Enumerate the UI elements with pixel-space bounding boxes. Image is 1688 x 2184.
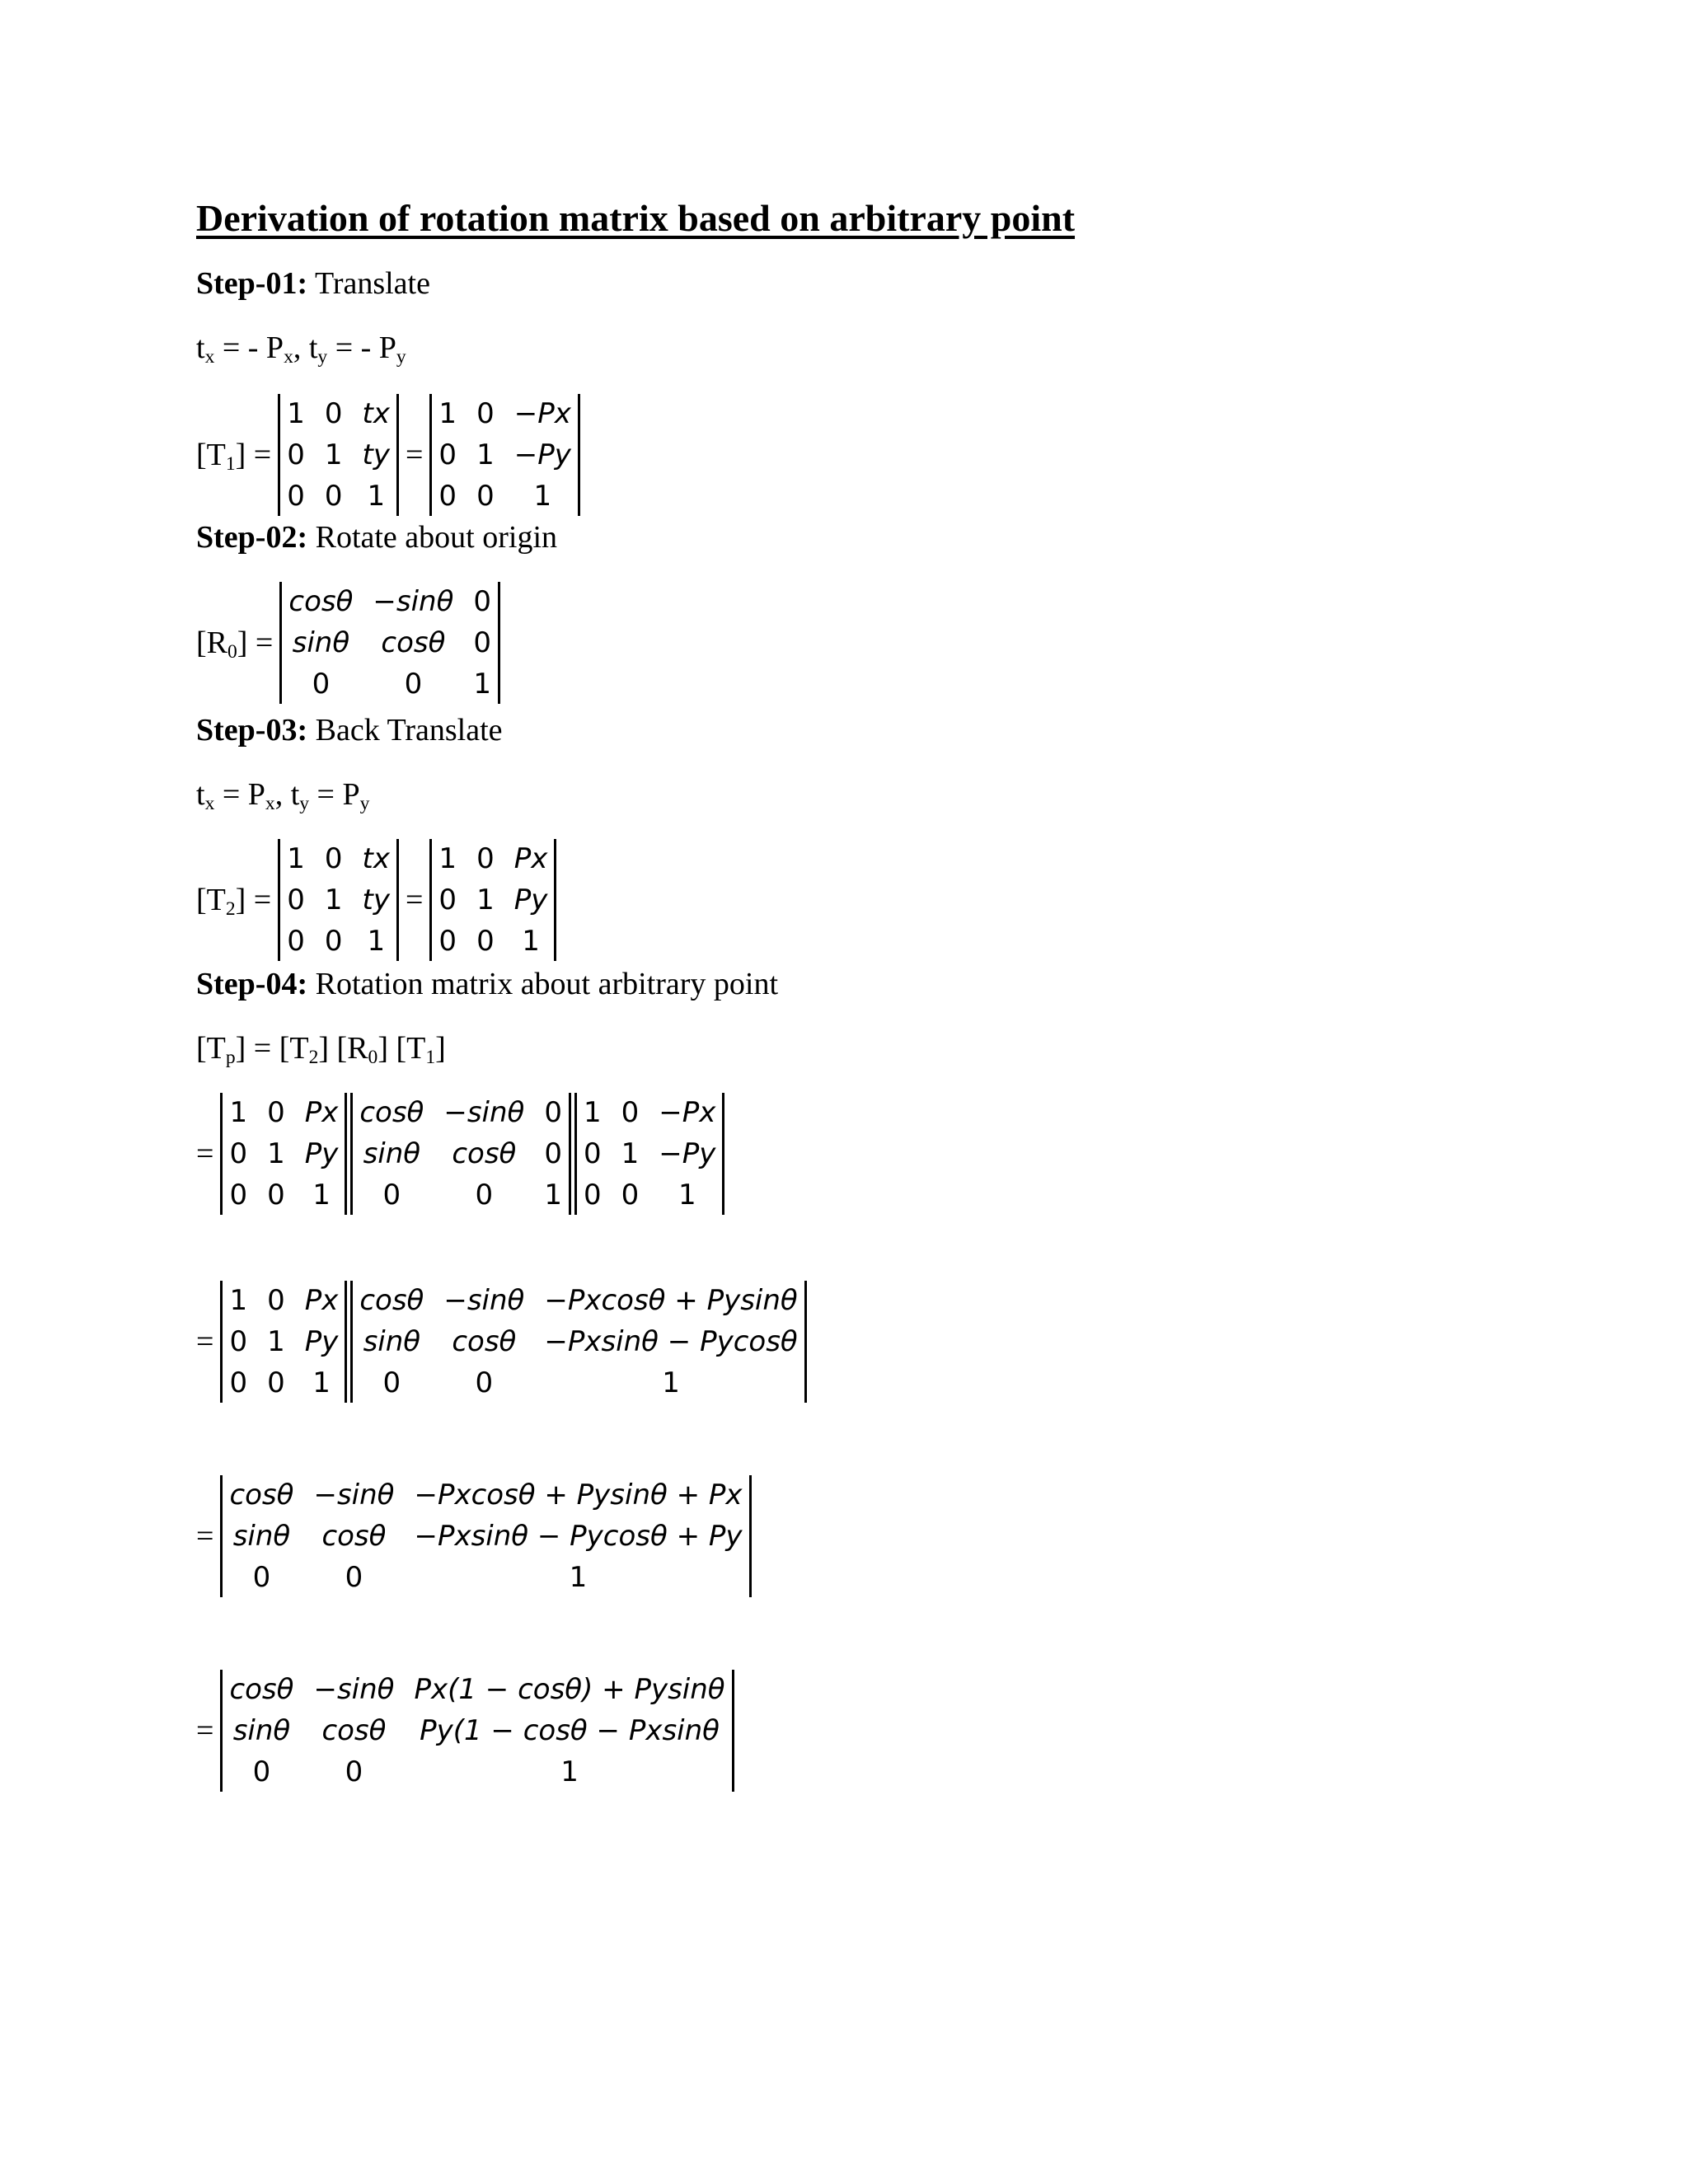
matrix-cell: 1 bbox=[312, 1179, 331, 1212]
t1-equation bbox=[196, 394, 580, 516]
matrix-cell: −sinθ bbox=[313, 1673, 395, 1706]
matrix-cell: −sinθ bbox=[443, 1096, 525, 1129]
matrix-cell: 0 bbox=[267, 1179, 285, 1212]
matrix-cell: −sinθ bbox=[373, 585, 454, 618]
matrix-cell: 0 bbox=[475, 1179, 494, 1212]
matrix-cell: 0 bbox=[476, 842, 495, 875]
product-line-1 bbox=[196, 1093, 724, 1215]
t2-lhs bbox=[196, 882, 271, 918]
matrix-cell: 1 bbox=[476, 438, 495, 471]
matrix-cell: 0 bbox=[544, 1137, 562, 1170]
matrix-cell: 0 bbox=[312, 668, 331, 701]
matrix-cell: 0 bbox=[621, 1179, 640, 1212]
eq-text: [T bbox=[196, 883, 226, 917]
matrix-cell: 1 bbox=[312, 1366, 331, 1399]
eq-text: ] [R bbox=[318, 1031, 368, 1066]
eq-sub: x bbox=[265, 792, 275, 814]
matrix-cell: 0 bbox=[476, 480, 495, 513]
step-label: Step-04: bbox=[196, 967, 308, 1001]
step-03-heading bbox=[196, 712, 503, 748]
matrix-cell: 0 bbox=[324, 842, 343, 875]
product-line-2 bbox=[196, 1281, 807, 1403]
eq-text: = - P bbox=[327, 330, 396, 365]
t1-lhs bbox=[196, 437, 271, 473]
matrix-result-final bbox=[220, 1670, 734, 1792]
step-text: Rotate about origin bbox=[315, 520, 557, 555]
matrix-cell: 0 bbox=[544, 1096, 562, 1129]
matrix-cell: 0 bbox=[438, 480, 457, 513]
eq-sub: y bbox=[299, 792, 310, 814]
equals-sign: = bbox=[405, 883, 424, 917]
matrix-cell: ty bbox=[362, 438, 390, 471]
step-text: Rotation matrix about arbitrary point bbox=[315, 967, 779, 1001]
step-04-heading bbox=[196, 966, 778, 1002]
matrix-t1-general bbox=[278, 394, 399, 516]
eq-text: , t bbox=[274, 777, 300, 812]
eq-sub: x bbox=[284, 345, 293, 368]
matrix-cell: 0 bbox=[287, 925, 305, 958]
matrix-cell: cosθ bbox=[321, 1520, 387, 1553]
translation-values-2 bbox=[196, 776, 369, 813]
eq-text: t bbox=[196, 777, 205, 812]
matrix-cell: 0 bbox=[252, 1755, 271, 1788]
equals-sign: = bbox=[196, 1519, 214, 1554]
matrix-cell: 0 bbox=[324, 397, 343, 430]
matrix-t2 bbox=[220, 1093, 347, 1215]
matrix-cell: −Pxsinθ − Pycosθ bbox=[544, 1325, 798, 1358]
matrix-cell: 0 bbox=[345, 1755, 363, 1788]
eq-text: [R bbox=[196, 626, 227, 660]
matrix-cell: cosθ bbox=[452, 1325, 517, 1358]
matrix-cell: 1 bbox=[476, 883, 495, 916]
matrix-result-expanded bbox=[220, 1475, 751, 1597]
matrix-cell: 0 bbox=[324, 480, 343, 513]
eq-sub: x bbox=[204, 792, 215, 814]
matrix-t2 bbox=[220, 1281, 347, 1403]
product-line-4 bbox=[196, 1670, 734, 1792]
matrix-cell: sinθ bbox=[363, 1325, 421, 1358]
matrix-r0-times-t1 bbox=[350, 1281, 806, 1403]
eq-sub: 0 bbox=[227, 640, 237, 663]
matrix-cell: 0 bbox=[438, 925, 457, 958]
matrix-cell: 0 bbox=[382, 1366, 401, 1399]
matrix-cell: 1 bbox=[533, 480, 552, 513]
matrix-cell: −Pxsinθ − Pycosθ + Py bbox=[414, 1520, 743, 1553]
matrix-cell: Px(1 − cosθ) + Pysinθ bbox=[414, 1673, 725, 1706]
matrix-cell: 0 bbox=[473, 585, 492, 618]
matrix-cell: 0 bbox=[267, 1366, 285, 1399]
matrix-cell: 1 bbox=[438, 842, 457, 875]
step-text: Translate bbox=[314, 266, 430, 301]
matrix-cell: Px bbox=[304, 1096, 339, 1129]
matrix-cell: 1 bbox=[569, 1561, 588, 1594]
matrix-cell: 1 bbox=[662, 1366, 680, 1399]
matrix-cell: Py bbox=[513, 883, 548, 916]
matrix-cell: cosθ bbox=[288, 585, 354, 618]
eq-text: ] = bbox=[235, 883, 272, 917]
matrix-cell: 0 bbox=[229, 1179, 248, 1212]
eq-sub: y bbox=[396, 345, 406, 368]
equals-sign: = bbox=[196, 1324, 214, 1359]
step-01-heading bbox=[196, 265, 430, 302]
matrix-t2-general bbox=[278, 839, 399, 961]
matrix-cell: 0 bbox=[287, 883, 305, 916]
equals-sign: = bbox=[405, 438, 424, 472]
matrix-cell: 1 bbox=[324, 883, 343, 916]
matrix-r0 bbox=[350, 1093, 571, 1215]
matrix-cell: 0 bbox=[229, 1325, 248, 1358]
matrix-cell: 0 bbox=[438, 883, 457, 916]
eq-text: = P bbox=[214, 777, 265, 812]
matrix-cell: 0 bbox=[438, 438, 457, 471]
matrix-cell: cosθ bbox=[321, 1714, 387, 1747]
t2-equation bbox=[196, 839, 556, 961]
eq-sub: y bbox=[317, 345, 328, 368]
matrix-cell: 0 bbox=[476, 925, 495, 958]
matrix-cell: 1 bbox=[678, 1179, 696, 1212]
product-line-3 bbox=[196, 1475, 752, 1597]
eq-sub: 1 bbox=[225, 452, 236, 475]
page-title: Derivation of rotation matrix based on arbitrary point bbox=[196, 197, 1076, 239]
eq-sub: 0 bbox=[368, 1046, 378, 1068]
eq-text: ] = bbox=[237, 626, 274, 660]
step-label: Step-01: bbox=[196, 266, 308, 301]
r0-equation bbox=[196, 582, 500, 704]
matrix-cell: Py(1 − cosθ − Pxsinθ bbox=[420, 1714, 720, 1747]
matrix-cell: sinθ bbox=[292, 626, 350, 659]
matrix-cell: −Pxcosθ + Pysinθ + Px bbox=[414, 1479, 743, 1511]
matrix-cell: 0 bbox=[584, 1179, 602, 1212]
matrix-cell: 0 bbox=[229, 1137, 248, 1170]
eq-text: ] [T bbox=[377, 1031, 426, 1066]
matrix-cell: 1 bbox=[287, 842, 305, 875]
matrix-cell: 0 bbox=[473, 626, 492, 659]
r0-lhs bbox=[196, 625, 273, 661]
matrix-cell: 0 bbox=[382, 1179, 401, 1212]
eq-text: = P bbox=[309, 777, 360, 812]
matrix-cell: 1 bbox=[287, 397, 305, 430]
eq-text: = - P bbox=[214, 330, 284, 365]
matrix-cell: Px bbox=[513, 842, 548, 875]
matrix-cell: 1 bbox=[522, 925, 540, 958]
matrix-cell: −Pxcosθ + Pysinθ bbox=[544, 1284, 798, 1317]
matrix-t2 bbox=[429, 839, 556, 961]
matrix-cell: 0 bbox=[345, 1561, 363, 1594]
matrix-cell: −Px bbox=[513, 397, 571, 430]
matrix-cell: −sinθ bbox=[443, 1284, 525, 1317]
matrix-cell: 1 bbox=[229, 1096, 248, 1129]
eq-text: ] bbox=[435, 1031, 446, 1066]
matrix-cell: ty bbox=[362, 883, 390, 916]
matrix-cell: −sinθ bbox=[313, 1479, 395, 1511]
eq-text: t bbox=[196, 330, 205, 365]
matrix-cell: cosθ bbox=[381, 626, 446, 659]
matrix-cell: Py bbox=[304, 1137, 339, 1170]
translation-values-1 bbox=[196, 330, 406, 366]
matrix-cell: Px bbox=[304, 1284, 339, 1317]
eq-sub: 2 bbox=[308, 1046, 319, 1068]
matrix-cell: tx bbox=[362, 397, 390, 430]
matrix-cell: cosθ bbox=[229, 1479, 294, 1511]
eq-sub: 1 bbox=[425, 1046, 436, 1068]
step-label: Step-02: bbox=[196, 520, 308, 555]
eq-text: [T bbox=[196, 438, 226, 472]
eq-text: [T bbox=[196, 1031, 226, 1066]
tp-formula bbox=[196, 1030, 446, 1066]
equals-sign: = bbox=[196, 1137, 214, 1171]
matrix-cell: 0 bbox=[476, 397, 495, 430]
matrix-cell: 1 bbox=[267, 1137, 285, 1170]
matrix-cell: 0 bbox=[287, 480, 305, 513]
matrix-cell: 1 bbox=[544, 1179, 562, 1212]
matrix-cell: 0 bbox=[287, 438, 305, 471]
step-text: Back Translate bbox=[315, 713, 503, 748]
matrix-cell: −Px bbox=[659, 1096, 716, 1129]
step-label: Step-03: bbox=[196, 713, 308, 748]
matrix-cell: 1 bbox=[324, 438, 343, 471]
eq-sub: y bbox=[359, 792, 370, 814]
matrix-cell: 0 bbox=[621, 1096, 640, 1129]
matrix-cell: sinθ bbox=[232, 1714, 291, 1747]
matrix-cell: 1 bbox=[621, 1137, 640, 1170]
matrix-cell: 0 bbox=[324, 925, 343, 958]
matrix-cell: 0 bbox=[267, 1284, 285, 1317]
eq-sub: 2 bbox=[225, 898, 236, 920]
eq-text: , t bbox=[293, 330, 318, 365]
matrix-t1 bbox=[429, 394, 579, 516]
matrix-cell: 0 bbox=[252, 1561, 271, 1594]
matrix-r0 bbox=[279, 582, 500, 704]
matrix-cell: 0 bbox=[404, 668, 423, 701]
matrix-cell: cosθ bbox=[359, 1096, 424, 1129]
matrix-cell: tx bbox=[362, 842, 390, 875]
matrix-cell: Py bbox=[304, 1325, 339, 1358]
eq-text: ] = bbox=[235, 438, 272, 472]
matrix-cell: sinθ bbox=[232, 1520, 291, 1553]
matrix-cell: 1 bbox=[267, 1325, 285, 1358]
eq-sub: x bbox=[204, 345, 215, 368]
matrix-cell: 1 bbox=[229, 1284, 248, 1317]
matrix-cell: 1 bbox=[367, 480, 386, 513]
matrix-cell: 0 bbox=[229, 1366, 248, 1399]
eq-sub: p bbox=[225, 1046, 236, 1068]
matrix-cell: −Py bbox=[659, 1137, 716, 1170]
matrix-cell: 0 bbox=[267, 1096, 285, 1129]
matrix-cell: 1 bbox=[560, 1755, 579, 1788]
matrix-cell: cosθ bbox=[229, 1673, 294, 1706]
step-02-heading bbox=[196, 519, 557, 555]
matrix-cell: 1 bbox=[438, 397, 457, 430]
matrix-cell: sinθ bbox=[363, 1137, 421, 1170]
matrix-cell: cosθ bbox=[359, 1284, 424, 1317]
equals-sign: = bbox=[196, 1713, 214, 1748]
matrix-t1 bbox=[574, 1093, 724, 1215]
matrix-cell: −Py bbox=[513, 438, 571, 471]
matrix-cell: 1 bbox=[367, 925, 386, 958]
matrix-cell: 1 bbox=[473, 668, 492, 701]
eq-text: ] = [T bbox=[235, 1031, 309, 1066]
matrix-cell: 1 bbox=[584, 1096, 602, 1129]
matrix-cell: 0 bbox=[584, 1137, 602, 1170]
matrix-cell: cosθ bbox=[452, 1137, 517, 1170]
matrix-cell: 0 bbox=[475, 1366, 494, 1399]
